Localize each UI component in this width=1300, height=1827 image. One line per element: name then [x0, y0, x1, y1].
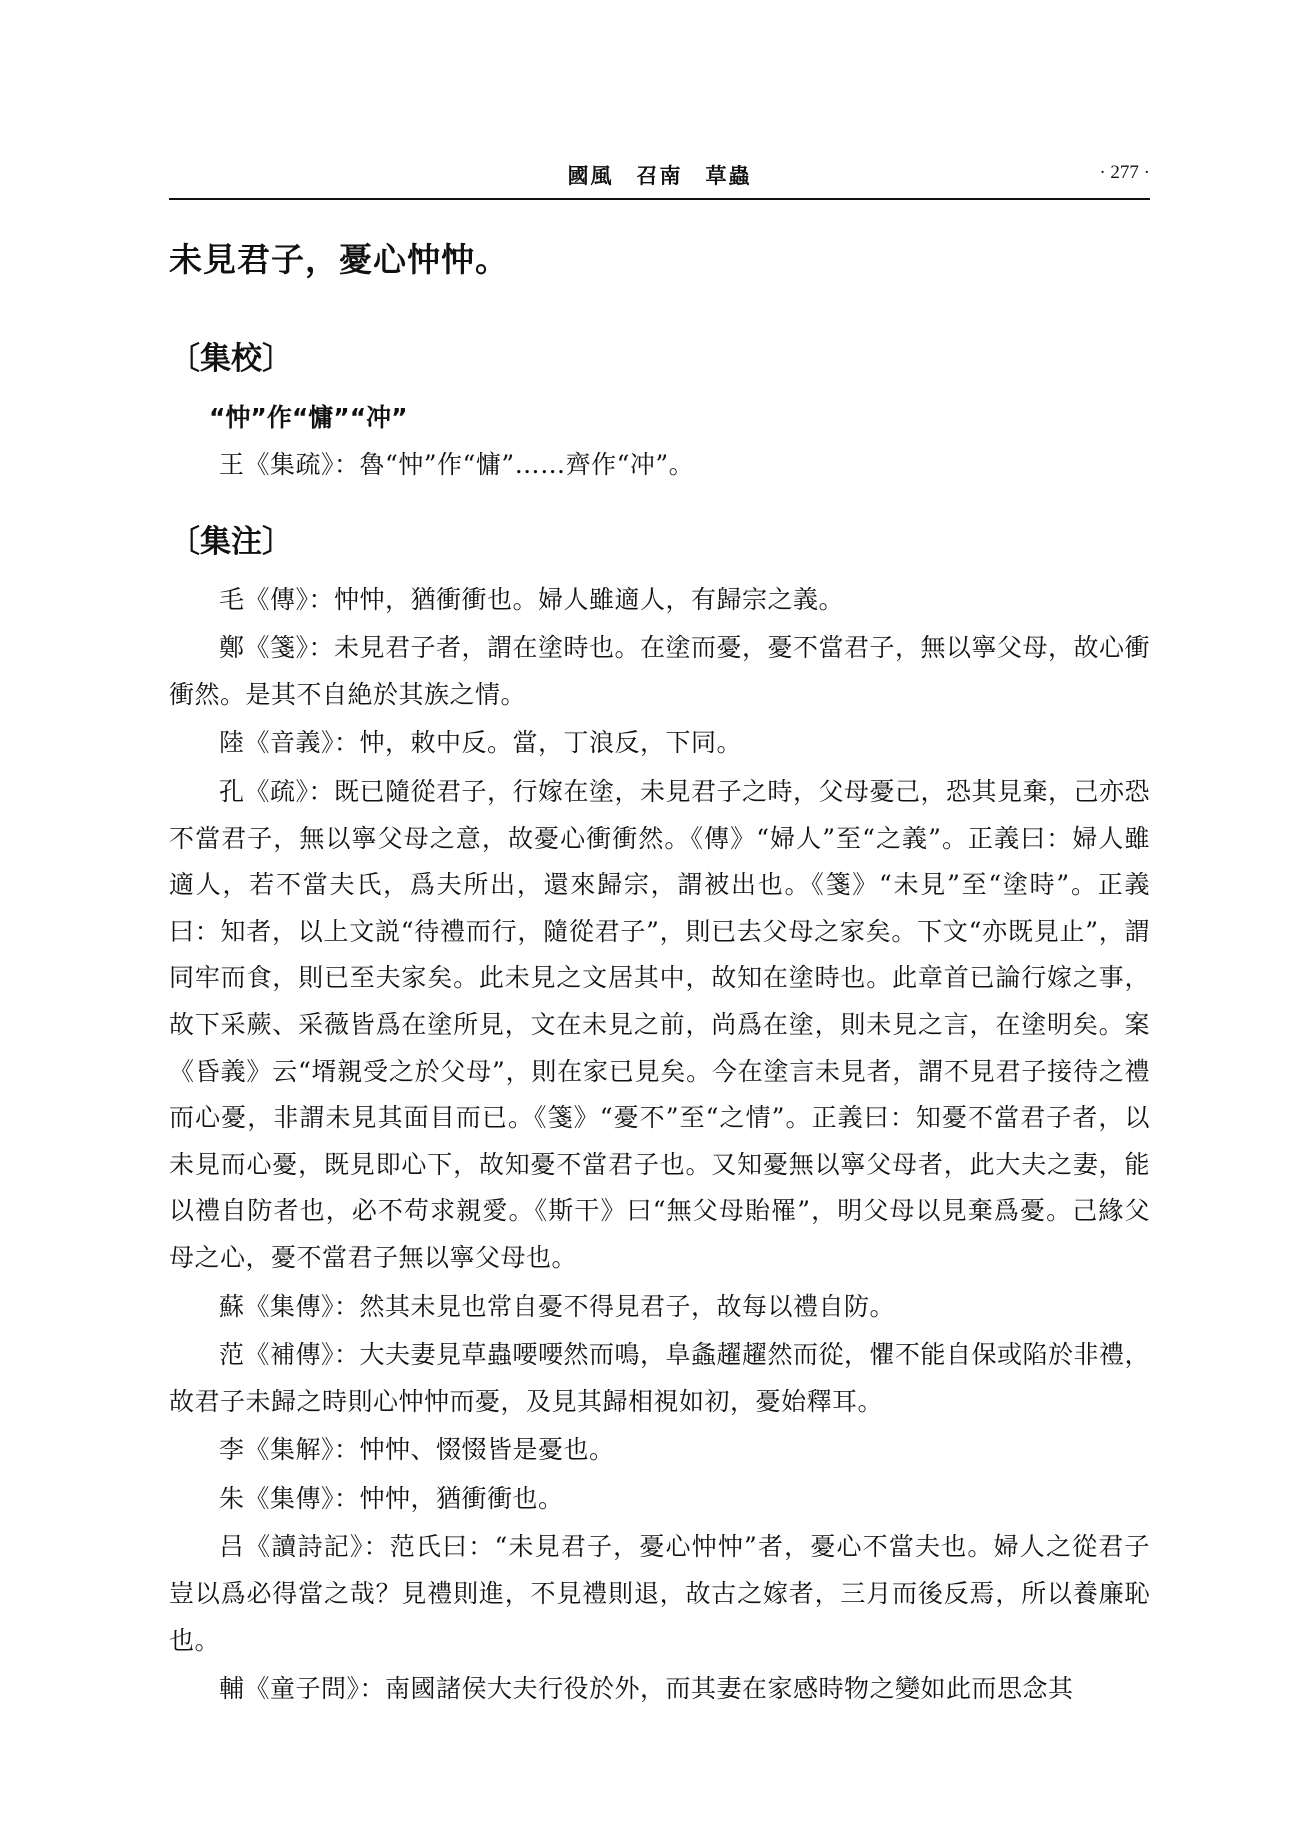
paragraph: 鄭《箋》：未見君子者，謂在塗時也。在塗而憂，憂不當君子，無以寧父母，故心衝衝然。是其不自絶於其族之情。 — [169, 633, 1151, 709]
paragraph: 李《集解》：忡忡、惙惙皆是憂也。 — [219, 1435, 615, 1465]
running-header — [169, 160, 1150, 200]
section-heading-jijiao: 〔集校〕 — [169, 341, 293, 377]
section-heading-jizhu: 〔集注〕 — [169, 523, 293, 560]
paragraph: 孔《疏》：既已隨從君子，行嫁在塗，未見君子之時，父母憂己，恐其見棄，己亦恐不當君子，無以寧父母之意，故憂心衝衝然。《傳》“婦人”至“之義”。正義曰：婦人雖適人，若不當夫氏，爲夫所出，還來歸宗，謂被出也。《箋》“未見”至“塗時”。正義曰：知者，以上文説“待禮而行，隨從君子”，則已去父母之家矣。下文“亦既見止”，謂同牢而食，則已至夫家矣。此未見之文居其中，故知在塗時也。此章首已論行嫁之事，故下采蕨、采薇皆爲在塗所見，文在未見之前，尚爲在塗，則未見之言，在塗明矣。案《昏義》云“壻親受之於父母”，則在家已見矣。今在塗言未見者，謂不見君子接待之禮而心憂，非謂未見其面目而已。《箋》“憂不”至“之情”。正義曰：知憂不當君子者，以未見而心憂，既見即心下，故知憂不當君子也。又知憂無以寧父母者，此大夫之妻，能以禮自防者也，必不苟求親愛。《斯干》曰“無父母貽罹”，明父母以見棄爲憂。己緣父母之心，憂不當君子無以寧父母也。 — [169, 776, 1151, 1272]
paragraph: 吕《讀詩記》：范氏曰：“未見君子，憂心忡忡”者，憂心不當夫也。婦人之從君子豈以爲必得當之哉？見禮則進，不見禮則退，故古之嫁者，三月而後反焉，所以養廉恥也。 — [169, 1532, 1150, 1655]
paragraph: 輔《童子問》：南國諸侯大夫行役於外，而其妻在家感時物之變如此而思念其 — [219, 1674, 1074, 1704]
main-content — [169, 236, 1150, 1713]
running-title: 國風 召南 草蟲 — [567, 163, 752, 188]
paragraph: 朱《集傳》：忡忡，猶衝衝也。 — [219, 1483, 564, 1513]
page-number: · 277 · — [1099, 162, 1150, 183]
paragraph: 范《補傳》：大夫妻見草蟲喓喓然而鳴，阜螽趯趯然而從，懼不能自保或陷於非禮，故君子未歸之時則心忡忡而憂，及見其歸相視如初，憂始釋耳。 — [169, 1340, 1151, 1416]
verse-heading: 未見君子，憂心忡忡。 — [169, 240, 509, 279]
paragraph: 陸《音義》：忡，敕中反。當，丁浪反，下同。 — [219, 728, 743, 758]
collation-subheading: “忡”作“慵”“冲” — [209, 403, 408, 432]
header-rule — [169, 198, 1150, 200]
paragraph: 毛《傳》：忡忡，猶衝衝也。婦人雖適人，有歸宗之義。 — [219, 584, 845, 614]
paragraph: 王《集疏》：魯“忡”作“慵”……齊作“冲”。 — [219, 450, 695, 479]
paragraph: 蘇《集傳》：然其未見也常自憂不得見君子，故每以禮自防。 — [219, 1291, 896, 1321]
